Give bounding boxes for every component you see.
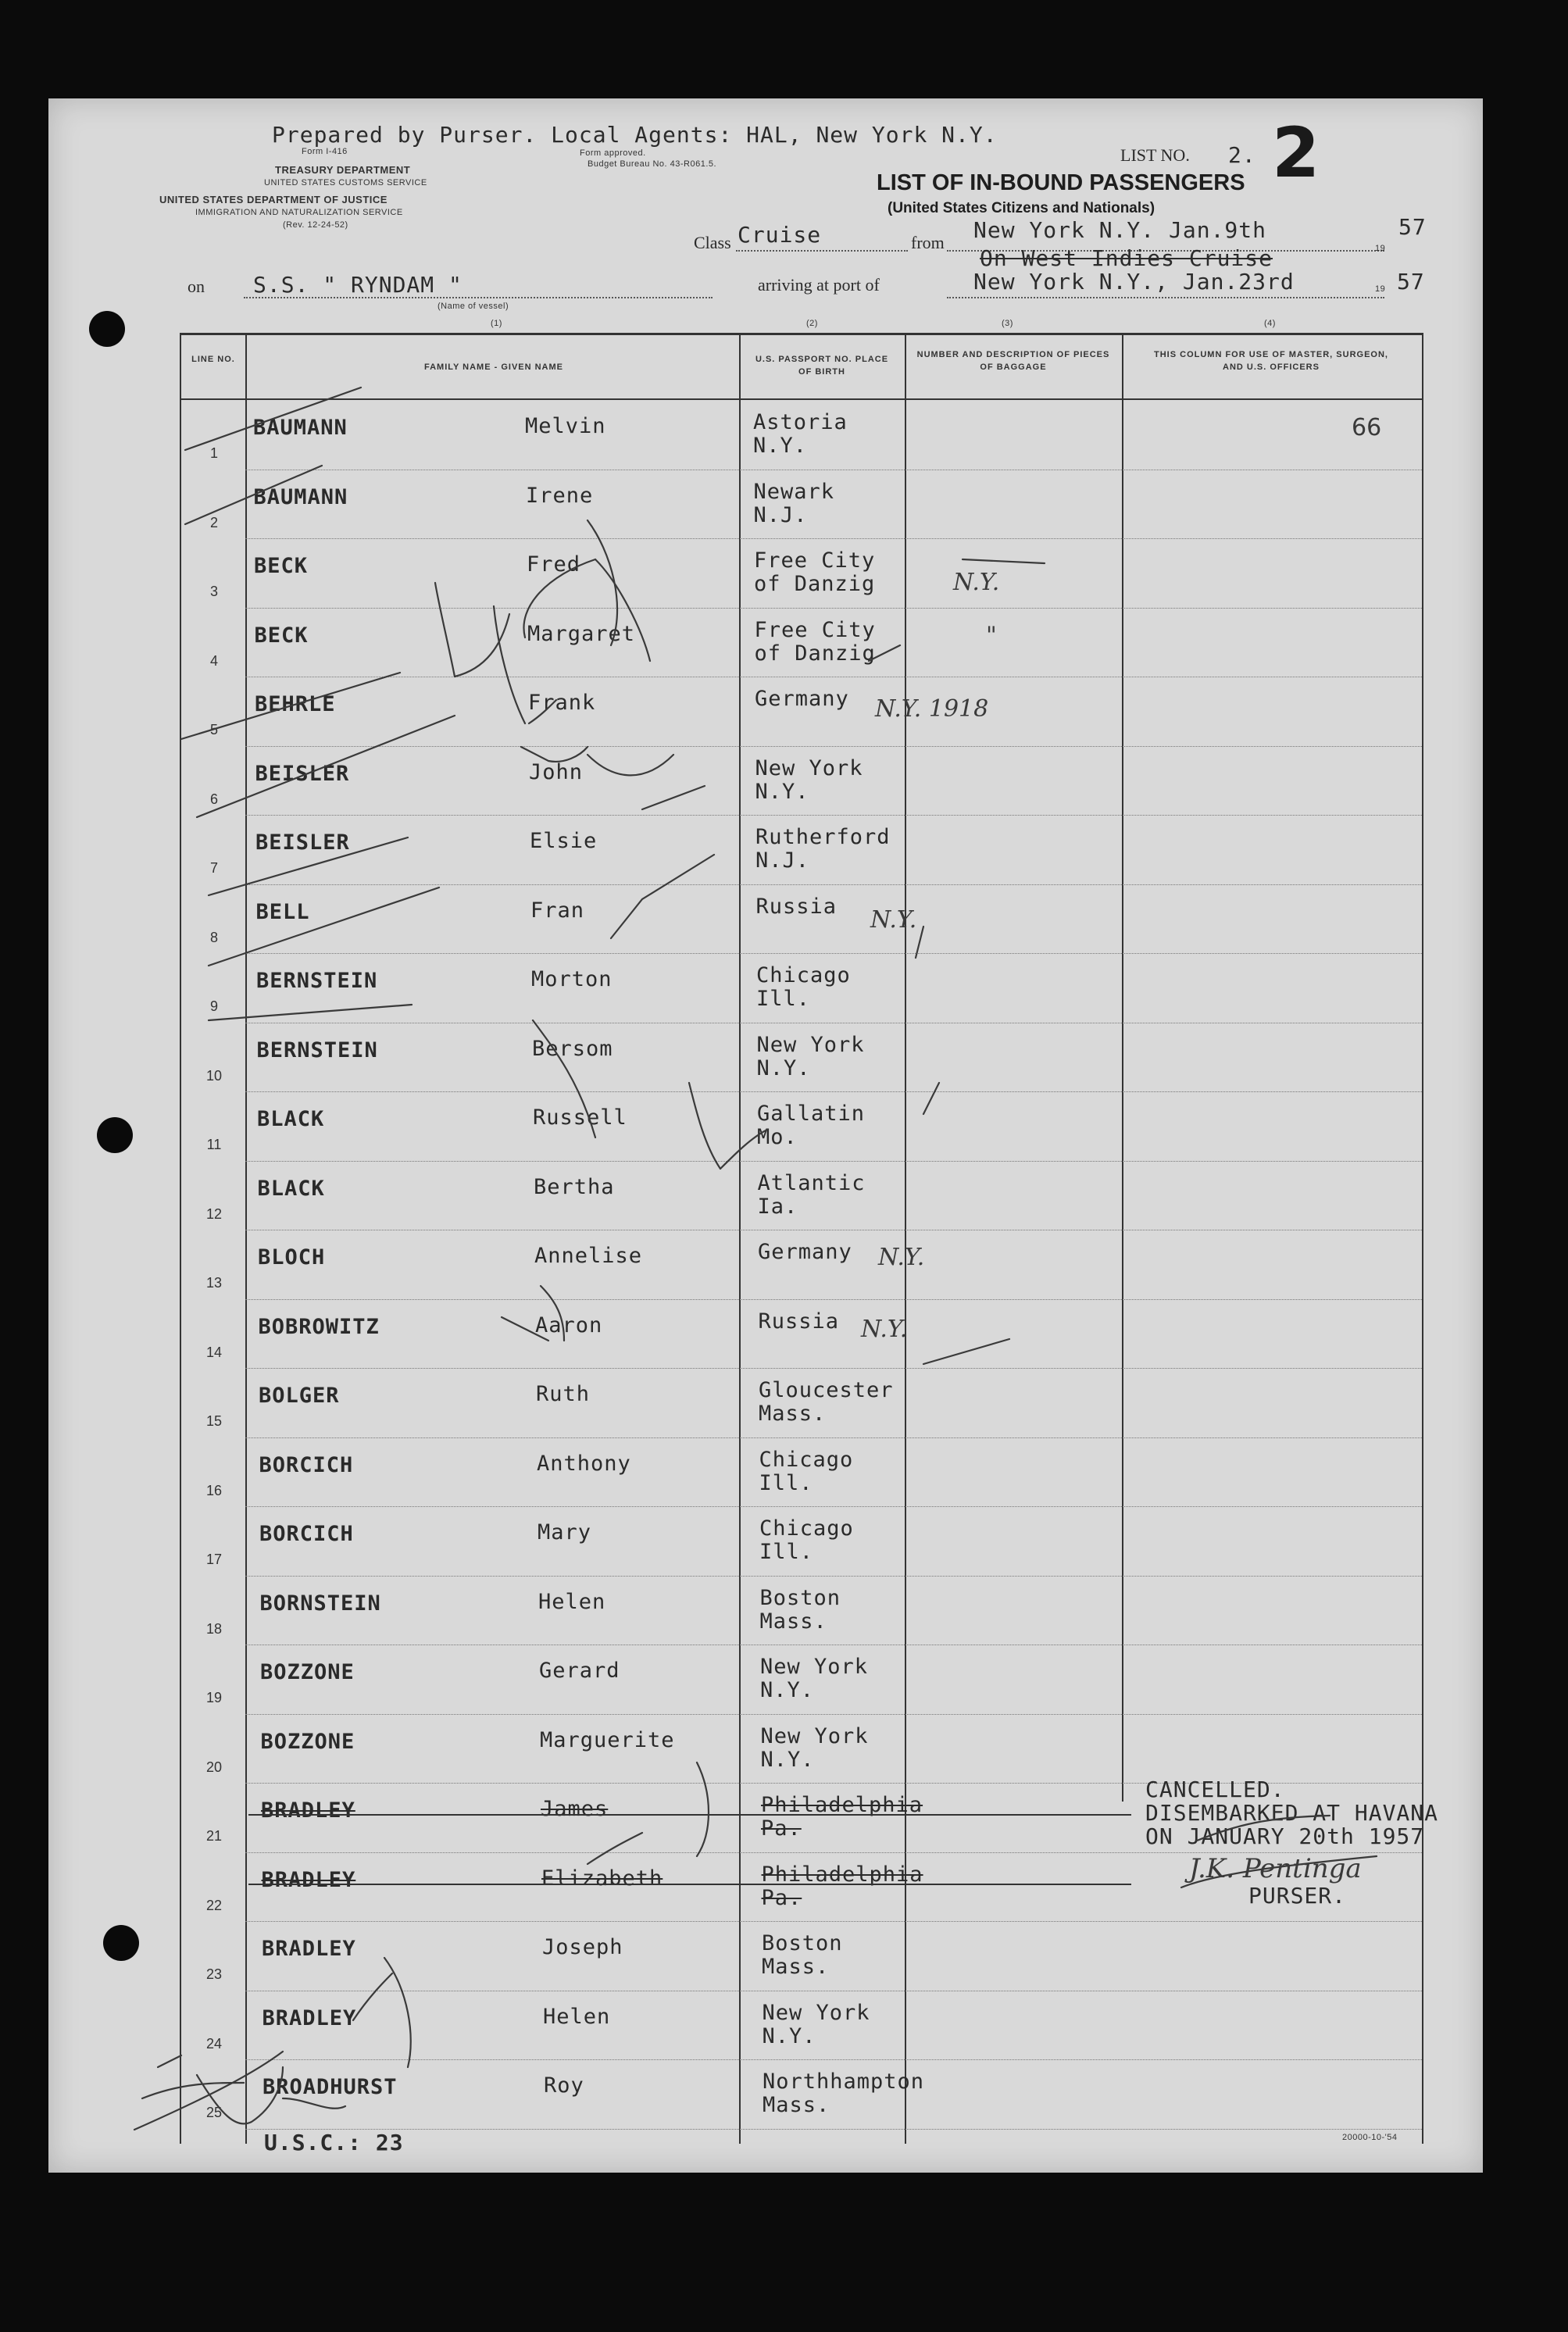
place-of-birth: Russia — [758, 1309, 840, 1334]
cruise-value: On West Indies Cruise — [980, 245, 1273, 271]
family-name: BERNSTEIN — [256, 969, 378, 993]
family-name: BLOCH — [258, 1245, 326, 1270]
family-name: BRADLEY — [261, 1867, 356, 1892]
place-of-birth: Mass. — [759, 1402, 827, 1426]
place-of-birth: Ill. — [759, 1470, 813, 1495]
place-of-birth: Ia. — [757, 1194, 798, 1219]
given-name: Margaret — [527, 621, 636, 646]
given-name: Elizabeth — [541, 1866, 663, 1891]
prepared-by-line: Prepared by Purser. Local Agents: HAL, New York N.Y. — [272, 122, 998, 148]
place-of-birth: Newark — [753, 479, 835, 504]
vessel-caption: (Name of vessel) — [438, 302, 509, 311]
given-name: Helen — [543, 2004, 611, 2029]
arriving-label: arriving at port of — [758, 275, 880, 295]
header-name: FAMILY NAME - GIVEN NAME — [423, 362, 564, 372]
row-number: 21 — [205, 1828, 223, 1844]
list-no-label: LIST NO. — [1120, 145, 1190, 165]
row-number: 20 — [205, 1759, 223, 1775]
class-value: Cruise — [738, 222, 822, 248]
place-of-birth: of Danzig — [754, 641, 876, 666]
budget-bureau: Budget Bureau No. 43-R061.5. — [588, 159, 717, 169]
column-number-4: (4) — [1264, 319, 1276, 328]
place-of-birth: N.Y. — [756, 1055, 811, 1080]
row-number: 22 — [205, 1897, 223, 1913]
row-number: 17 — [205, 1552, 223, 1567]
from-label: from — [911, 233, 945, 252]
row-number: 13 — [205, 1275, 223, 1291]
cancel-note-line1: CANCELLED. — [1145, 1777, 1285, 1802]
family-name: BRADLEY — [262, 1937, 356, 1961]
place-of-birth: Boston — [759, 1585, 841, 1610]
place-of-birth: Russia — [755, 894, 838, 919]
page-subtitle: (United States Citizens and Nationals) — [888, 200, 1155, 216]
annotation-ny-row3: N.Y. — [953, 569, 1000, 596]
family-name: BEHRLE — [255, 692, 336, 716]
from-value: New York N.Y. Jan.9th — [973, 217, 1267, 243]
place-of-birth: New York — [755, 755, 863, 780]
place-of-birth: Pa. — [761, 1885, 802, 1910]
row-number: 18 — [205, 1620, 223, 1637]
place-of-birth: Germany — [758, 1240, 852, 1264]
print-code: 20000-10-'54 — [1342, 2133, 1398, 2142]
header-passport: U.S. PASSPORT NO. PLACE OF BIRTH — [755, 355, 889, 377]
family-name: BORCICH — [259, 1452, 354, 1477]
place-of-birth: Gallatin — [757, 1102, 866, 1126]
annotation-ny-row13: N.Y. — [878, 1244, 925, 1271]
row-number: 15 — [205, 1413, 223, 1429]
row-number: 1 — [209, 445, 218, 461]
given-name: Roy — [544, 2073, 584, 2098]
list-no-handwritten: 2 — [1272, 112, 1320, 193]
place-of-birth: Mass. — [762, 1955, 830, 1979]
row-number: 3 — [209, 584, 218, 599]
family-name: BAUMANN — [253, 416, 348, 440]
place-of-birth: Ill. — [759, 1540, 814, 1564]
family-name: BOLGER — [259, 1384, 340, 1408]
given-name: Fred — [527, 552, 581, 577]
department-of-justice: UNITED STATES DEPARTMENT OF JUSTICE — [159, 194, 388, 205]
place-of-birth: New York — [762, 2000, 870, 2025]
given-name: Bersom — [532, 1036, 613, 1061]
row-number: 10 — [205, 1067, 223, 1084]
place-of-birth: Astoria — [753, 410, 848, 434]
place-of-birth: N.Y. — [762, 2023, 816, 2048]
place-of-birth: N.Y. — [760, 1678, 815, 1702]
given-name: Morton — [531, 967, 613, 991]
column-number-1: (1) — [491, 319, 502, 328]
row-number: 11 — [206, 1137, 222, 1152]
place-of-birth: N.J. — [753, 502, 808, 527]
family-name: BROADHURST — [263, 2075, 398, 2099]
row-number: 19 — [205, 1690, 223, 1705]
row-number: 6 — [209, 791, 218, 807]
page-title: LIST OF IN-BOUND PASSENGERS — [877, 170, 1245, 195]
given-name: Frank — [528, 691, 596, 715]
family-name: BELL — [255, 899, 310, 924]
family-name: BOZZONE — [260, 1729, 355, 1754]
place-of-birth: N.Y. — [753, 434, 808, 458]
cancel-note-line3: ON JANUARY 20th 1957 — [1145, 1823, 1425, 1849]
handwritten-marks — [48, 98, 1483, 2173]
family-name: BEISLER — [255, 830, 350, 855]
place-of-birth: Pa. — [761, 1816, 802, 1841]
from-year-prefix: 19 — [1375, 244, 1386, 253]
place-of-birth: Philadelphia — [761, 1793, 923, 1817]
row-number: 25 — [205, 2105, 223, 2120]
family-name: BORCICH — [259, 1522, 354, 1546]
place-of-birth: Mass. — [759, 1609, 827, 1634]
customs-service: UNITED STATES CUSTOMS SERVICE — [264, 178, 427, 187]
given-name: Ruth — [536, 1382, 591, 1406]
row-number: 7 — [209, 860, 218, 876]
class-label: Class — [694, 233, 731, 252]
arriving-value: New York N.Y., Jan.23rd — [973, 269, 1295, 295]
row-number: 9 — [209, 998, 218, 1014]
given-name: John — [529, 759, 584, 784]
header-officers: THIS COLUMN FOR USE OF MASTER, SURGEON, AND U.S. OFFICERS — [1154, 350, 1388, 372]
annotation-ditto-row4: " — [986, 622, 997, 649]
place-of-birth: Free City — [754, 617, 876, 642]
place-of-birth: N.Y. — [760, 1747, 815, 1772]
on-label: on — [188, 277, 205, 296]
purser-signature: J.K. Pentinga — [1189, 1853, 1362, 1884]
given-name: Melvin — [525, 414, 606, 438]
family-name: BORNSTEIN — [259, 1591, 381, 1616]
treasury-department: TREASURY DEPARTMENT — [275, 164, 411, 176]
form-sheet — [48, 98, 1483, 2173]
row-number: 5 — [209, 722, 218, 737]
given-name: Bertha — [534, 1174, 615, 1199]
given-name: Aaron — [535, 1312, 603, 1337]
form-number: Form I-416 — [302, 147, 348, 156]
usc-count: U.S.C.: 23 — [264, 2130, 404, 2155]
family-name: BECK — [254, 623, 309, 648]
vessel-value: S.S. " RYNDAM " — [253, 272, 463, 298]
arriving-year-prefix: 19 — [1375, 284, 1386, 294]
place-of-birth: Rutherford — [755, 825, 891, 849]
given-name: Elsie — [530, 829, 598, 853]
place-of-birth: Chicago — [756, 963, 851, 987]
place-of-birth: Chicago — [759, 1447, 854, 1472]
family-name: BRADLEY — [262, 2005, 357, 2030]
row-number: 24 — [205, 2035, 223, 2052]
family-name: BAUMANN — [253, 484, 348, 509]
annotation-ny-row8: N.Y. — [870, 906, 917, 934]
place-of-birth: Germany — [755, 687, 849, 711]
place-of-birth: Ill. — [756, 987, 811, 1011]
given-name: Joseph — [542, 1935, 623, 1959]
family-name: BLACK — [257, 1176, 325, 1201]
purser-title: PURSER. — [1248, 1883, 1347, 1909]
given-name: Mary — [538, 1520, 592, 1545]
place-of-birth: Mass. — [763, 2093, 830, 2117]
given-name: Gerard — [539, 1659, 620, 1683]
given-name: Annelise — [534, 1244, 643, 1268]
row-number: 4 — [209, 652, 218, 669]
given-name: Helen — [538, 1589, 606, 1614]
row-number: 8 — [209, 929, 218, 945]
family-name: BRADLEY — [261, 1798, 355, 1823]
family-name: BECK — [254, 554, 309, 578]
arriving-year: 57 — [1397, 269, 1425, 295]
given-name: Fran — [530, 898, 585, 923]
place-of-birth: Atlantic — [757, 1170, 866, 1195]
immigration-service: IMMIGRATION AND NATURALIZATION SERVICE — [195, 208, 403, 217]
given-name: James — [541, 1797, 609, 1821]
header-line-no: LINE NO. — [191, 355, 235, 364]
revision-date: (Rev. 12-24-52) — [283, 220, 348, 230]
family-name: BOBROWITZ — [258, 1314, 380, 1339]
officer-count: 66 — [1352, 414, 1382, 441]
given-name: Russell — [533, 1105, 627, 1130]
place-of-birth: New York — [756, 1032, 865, 1057]
given-name: Marguerite — [540, 1727, 675, 1752]
row-number: 16 — [205, 1482, 223, 1498]
place-of-birth: Northhampton — [763, 2070, 925, 2094]
column-number-3: (3) — [1002, 319, 1013, 328]
family-name: BERNSTEIN — [256, 1037, 378, 1062]
list-no-typed: 2. — [1228, 142, 1256, 168]
form-approved: Form approved. — [580, 148, 646, 158]
place-of-birth: New York — [760, 1655, 869, 1679]
row-number: 2 — [209, 514, 218, 530]
row-number: 14 — [205, 1344, 223, 1360]
place-of-birth: of Danzig — [754, 572, 876, 596]
family-name: BLACK — [257, 1107, 325, 1131]
place-of-birth: Mo. — [757, 1125, 798, 1149]
header-baggage: NUMBER AND DESCRIPTION OF PIECES OF BAGGAGE — [916, 350, 1110, 372]
place-of-birth: Boston — [762, 1931, 843, 1955]
row-number: 23 — [205, 1966, 223, 1982]
family-name: BOZZONE — [260, 1660, 355, 1684]
place-of-birth: Philadelphia — [761, 1862, 923, 1887]
annotation-ny-row14: N.Y. — [861, 1316, 908, 1343]
given-name: Irene — [526, 483, 594, 508]
place-of-birth: Gloucester — [759, 1378, 894, 1402]
annotation-ny-1918: N.Y. 1918 — [875, 695, 989, 723]
place-of-birth: N.J. — [755, 848, 810, 873]
cancel-note-line2: DISEMBARKED AT HAVANA — [1145, 1800, 1439, 1826]
row-number: 12 — [205, 1205, 223, 1222]
place-of-birth: N.Y. — [755, 779, 809, 804]
place-of-birth: Chicago — [759, 1516, 854, 1541]
column-number-2: (2) — [806, 319, 818, 328]
from-year: 57 — [1398, 214, 1427, 240]
family-name: BEISLER — [255, 761, 350, 786]
place-of-birth: Free City — [754, 548, 876, 573]
place-of-birth: New York — [760, 1723, 869, 1748]
given-name: Anthony — [537, 1451, 631, 1476]
